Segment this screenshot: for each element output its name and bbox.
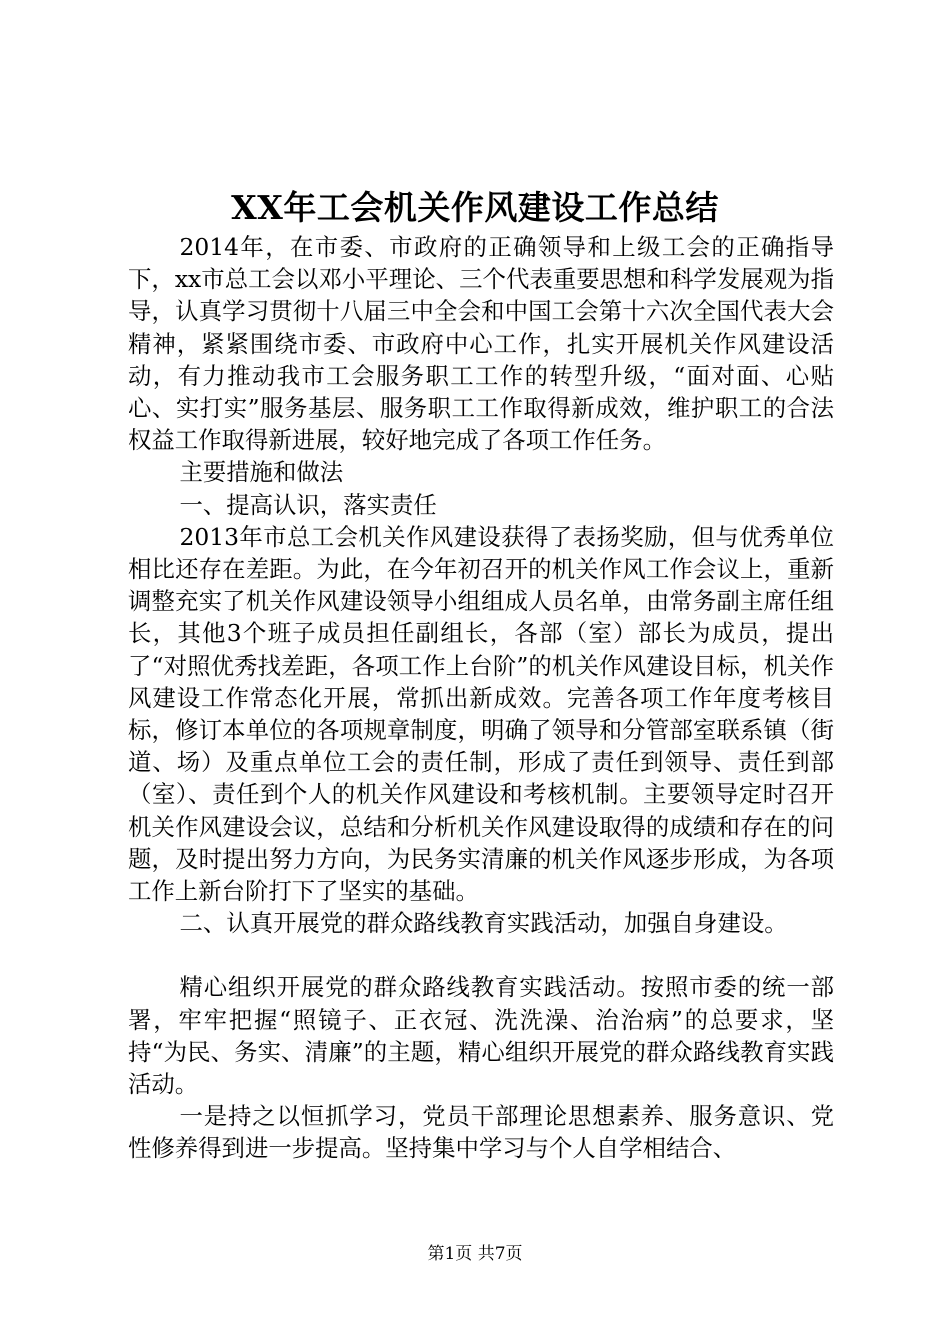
section-heading-two: 二、认真开展党的群众路线教育实践活动，加强自身建设。	[179, 909, 788, 938]
section-heading-main-measures: 主要措施和做法	[179, 458, 344, 487]
blank-line	[128, 939, 834, 971]
paragraph-section-two: 精心组织开展党的群众路线教育实践活动。按照市委的统一部署，牢牢把握“照镜子、正衣冠、洗洗澡、治治病”的总要求，坚持“为民、务实、清廉”的主题，精心组织开展党的群众路线教育实践活动。	[128, 973, 834, 1099]
paragraph-intro: 2014年，在市委、市政府的正确领导和上级工会的正确指导下，xx市总工会以邓小平理论、三个代表重要思想和科学发展观为指导，认真学习贯彻十八届三中全会和中国工会第十六次全国代表大会精神，紧紧围绕市委、市政府中心工作，扎实开展机关作风建设活动，有力推动我市工会服务职工工作的转型升级，“面对面、心贴心、实打实”服务基层、服务职工工作取得新成效，维护职工的合法权益工作取得新进展，较好地完成了各项工作任务。	[128, 233, 834, 455]
paragraph-section-one: 2013年市总工会机关作风建设获得了表扬奖励，但与优秀单位相比还存在差距。为此，在今年初召开的机关作风工作会议上，重新调整充实了机关作风建设领导小组组成人员名单，由常务副主席任组长，其他3个班子成员担任副组长，各部（室）部长为成员，提出了“对照优秀找差距，各项工作上台阶”的机关作风建设目标，机关作风建设工作常态化开展，常抓出新成效。完善各项工作年度考核目标，修订本单位的各项规章制度，明确了领导和分管部室联系镇（街道、场）及重点单位工会的责任制，形成了责任到领导、责任到部（室）、责任到个人的机关作风建设和考核机制。主要领导定时召开机关作风建设会议，总结和分析机关作风建设取得的成绩和存在的问题，及时提出努力方向，为民务实清廉的机关作风逐步形成，为各项工作上新台阶打下了坚实的基础。	[128, 522, 834, 906]
document-title: XX年工会机关作风建设工作总结	[231, 188, 719, 227]
page-footer: 第1页 共7页	[427, 1244, 523, 1264]
paragraph-point-one: 一是持之以恒抓学习，党员干部理论思想素养、服务意识、党性修养得到进一步提高。坚持集中学习与个人自学相结合、	[128, 1102, 834, 1163]
section-heading-one: 一、提高认识，落实责任	[179, 490, 437, 519]
document-body	[128, 231, 834, 1165]
